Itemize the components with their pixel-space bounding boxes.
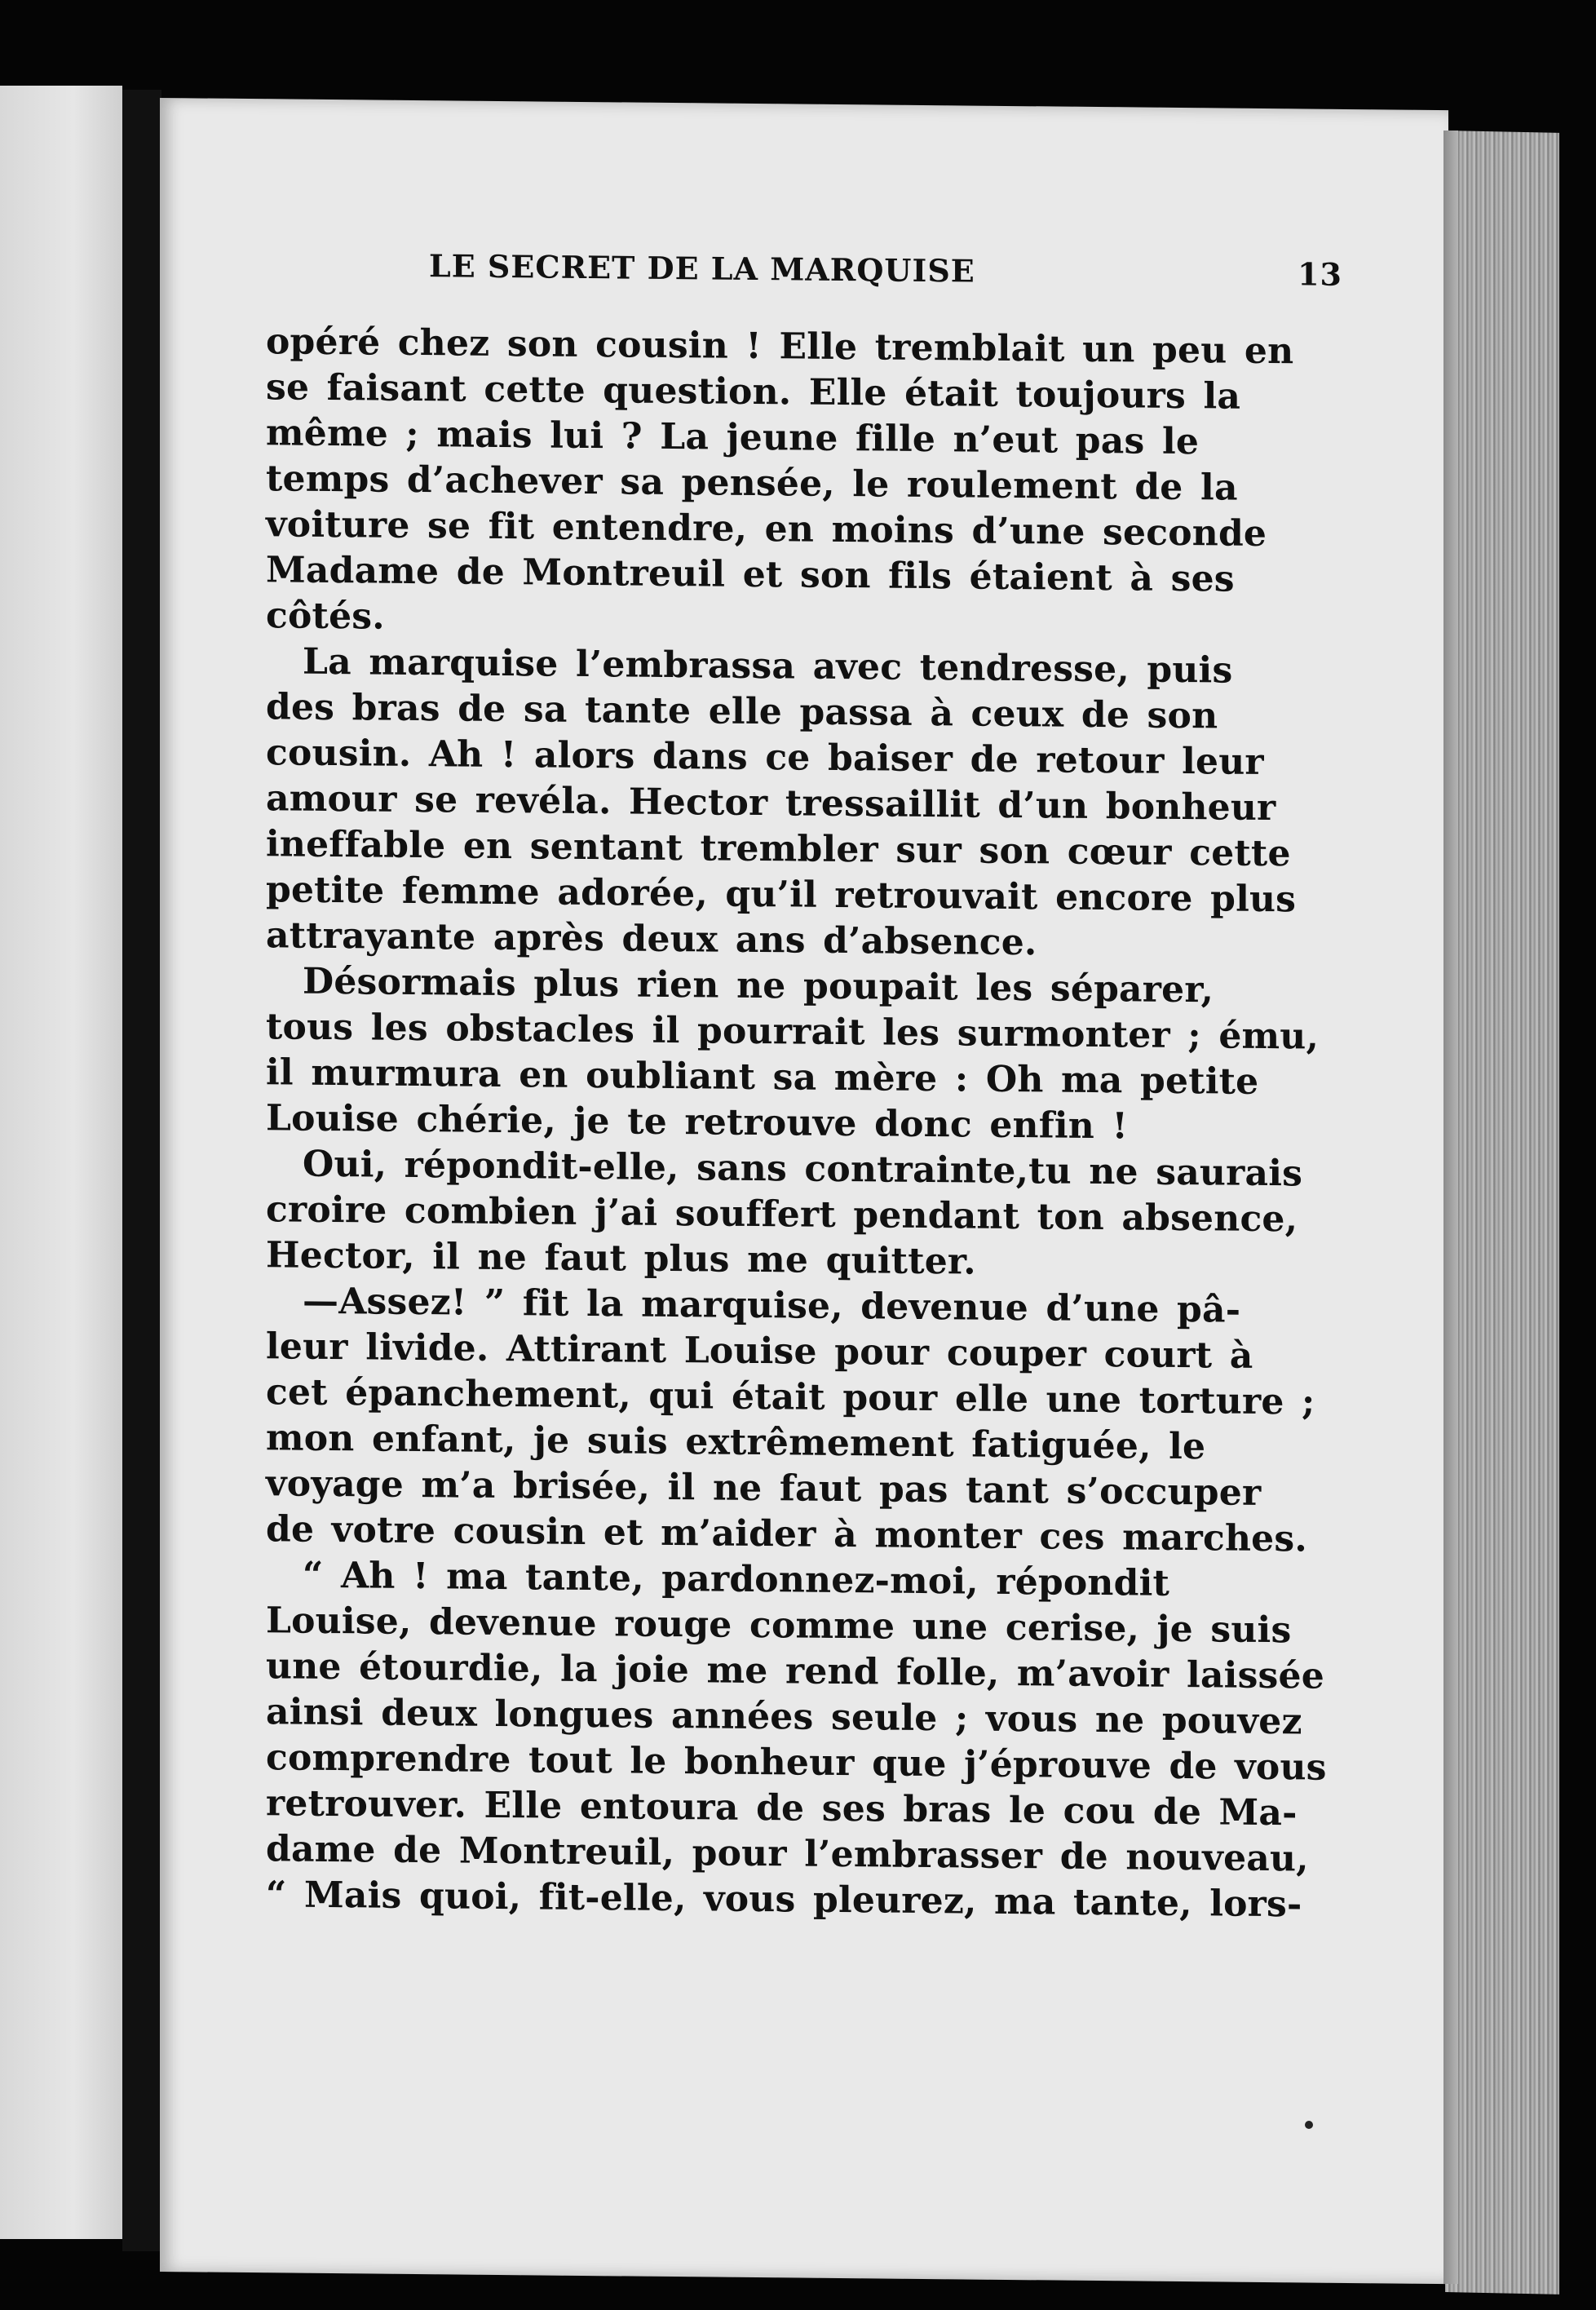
text-line: même ; mais lui ? La jeune fille n’eut pas le	[266, 412, 1200, 463]
text-line: attrayante après deux ans d’absence.	[266, 914, 1037, 964]
text-line: voyage m’a brisée, il ne faut pas tant s’occuper	[266, 1463, 1262, 1514]
text-line: “ Ah ! ma tante, pardonnez-moi, répondit	[303, 1554, 1170, 1604]
text-line: comprendre tout le bonheur que j’éprouve de vous	[266, 1737, 1327, 1789]
text-line: tous les obstacles il pourrait les surmonter ; ému,	[266, 1006, 1320, 1058]
running-head	[266, 246, 1342, 293]
text-line: ainsi deux longues années seule ; vous ne pouvez	[266, 1691, 1302, 1743]
text-line: des bras de sa tante elle passa à ceux de son	[266, 686, 1218, 737]
page-content	[266, 247, 1342, 1927]
text-line: “ Mais quoi, fit-elle, vous pleurez, ma tante, lors-	[266, 1874, 1302, 1926]
text-line: leur livide. Attirant Louise pour couper court à	[266, 1325, 1253, 1377]
text-line: Louise, devenue rouge comme une cerise, je suis	[266, 1600, 1292, 1652]
text-line: Oui, répondit-elle, sans contrainte,tu ne saurais	[303, 1143, 1303, 1195]
text-line: amour se revéla. Hector tressaillit d’un bonheur	[266, 777, 1276, 830]
running-title: LE SECRET DE LA MARQUISE	[429, 247, 975, 290]
text-line: temps d’achever sa pensée, le roulement de la	[266, 458, 1238, 509]
page-edge-shadow	[1443, 131, 1458, 2284]
book-page	[160, 98, 1448, 2284]
text-line: petite femme adorée, qu’il retrouvait encore plus	[266, 869, 1297, 921]
text-line: Hector, il ne faut plus me quitter.	[266, 1234, 976, 1283]
text-line: se faisant cette question. Elle était toujours la	[266, 366, 1241, 418]
text-line: —Assez! ” fit la marquise, devenue d’une pâ-	[303, 1280, 1241, 1331]
text-line: retrouver. Elle entoura de ses bras le cou de Ma-	[266, 1782, 1298, 1834]
text-line: cousin. Ah ! alors dans ce baiser de retour leur	[266, 732, 1264, 783]
text-line: opéré chez son cousin ! Elle tremblait un peu en	[266, 321, 1294, 373]
text-line: Madame de Montreuil et son fils étaient à ses	[266, 549, 1235, 600]
text-line: Désormais plus rien ne poupait les séparer,	[303, 960, 1214, 1011]
text-line: dame de Montreuil, pour l’embrasser de nouveau,	[266, 1828, 1309, 1880]
text-line: croire combien j’ai souffert pendant ton absence,	[266, 1188, 1298, 1241]
text-line: de votre cousin et m’aider à monter ces marches.	[266, 1508, 1307, 1560]
text-line: cet épanchement, qui était pour elle une torture ;	[266, 1371, 1315, 1423]
text-line: Louise chérie, je te retrouve donc enfin !	[266, 1097, 1129, 1148]
text-line: mon enfant, je suis extrêmement fatiguée, le	[266, 1417, 1206, 1468]
text-line: il murmura en oubliant sa mère : Oh ma petite	[266, 1051, 1259, 1103]
text-line: voiture se fit entendre, en moins d’une seconde	[266, 503, 1267, 555]
right-page-edges	[1445, 131, 1559, 2295]
body-text	[266, 319, 1326, 1927]
page-number: 13	[1298, 255, 1342, 293]
text-line: ineffable en sentant trembler sur son cœur cette	[266, 823, 1291, 875]
text-line: La marquise l’embrassa avec tendresse, puis	[303, 640, 1233, 692]
book-gutter	[122, 90, 161, 2251]
text-line: une étourdie, la joie me rend folle, m’avoir laissée	[266, 1645, 1324, 1697]
left-page-edge	[0, 86, 122, 2239]
ink-speck	[1305, 2121, 1313, 2129]
text-line: côtés.	[266, 595, 385, 638]
